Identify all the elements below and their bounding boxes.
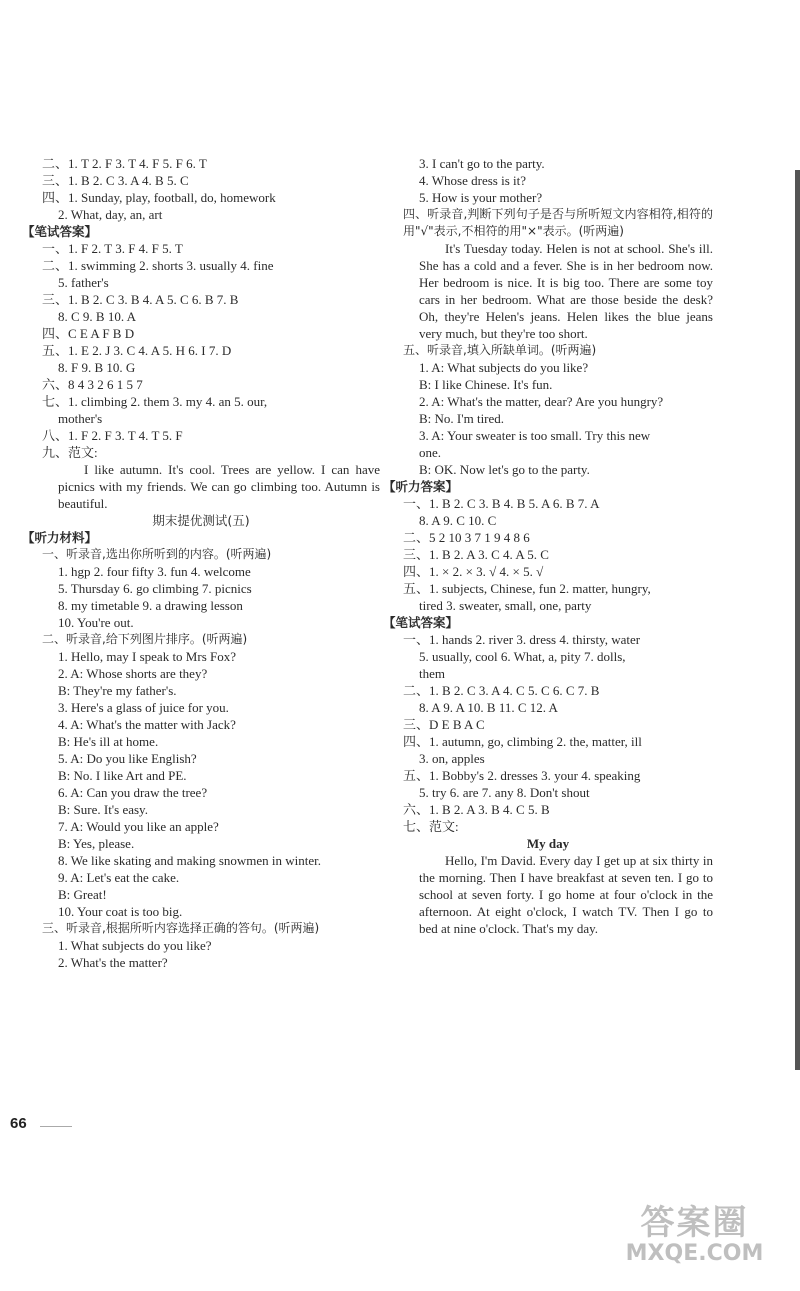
page-number-rule bbox=[40, 1126, 72, 1127]
left-line: B: They're my father's. bbox=[58, 683, 177, 698]
left-line: 10. You're out. bbox=[58, 615, 134, 630]
right-line: 四、1. × 2. × 3. √ 4. × 5. √ bbox=[403, 564, 544, 579]
left-line: 2. A: Whose shorts are they? bbox=[58, 666, 208, 681]
left-line: 三、听录音,根据所听内容选择正确的答句。(听两遍) bbox=[42, 921, 320, 935]
left-line: 二、1. T 2. F 3. T 4. F 5. F 6. T bbox=[42, 156, 207, 171]
right-line: 3. A: Your sweater is too small. Try this new bbox=[419, 428, 651, 443]
left-line: 一、1. F 2. T 3. F 4. F 5. T bbox=[42, 241, 183, 256]
right-line: 5. try 6. are 7. any 8. Don't shout bbox=[419, 785, 590, 800]
left-line: 三、1. B 2. C 3. B 4. A 5. C 6. B 7. B bbox=[42, 292, 239, 307]
left-line: 2. What, day, an, art bbox=[58, 207, 163, 222]
right-line: B: No. I'm tired. bbox=[419, 411, 505, 426]
left-line: mother's bbox=[58, 411, 103, 426]
left-line: 四、1. Sunday, play, football, do, homework bbox=[42, 190, 276, 205]
right-line: one. bbox=[419, 445, 442, 460]
left-line: 三、1. B 2. C 3. A 4. B 5. C bbox=[42, 173, 189, 188]
left-line: 六、8 4 3 2 6 1 5 7 bbox=[42, 377, 143, 392]
left-line: 【笔试答案】 bbox=[22, 224, 98, 239]
right-line: 2. A: What's the matter, dear? Are you hungry? bbox=[419, 394, 664, 409]
right-line: 3. on, apples bbox=[419, 751, 485, 766]
left-line: 10. Your coat is too big. bbox=[58, 904, 183, 919]
left-column bbox=[22, 155, 380, 971]
right-line: 三、D E B A C bbox=[403, 717, 485, 732]
right-line: 二、5 2 10 3 7 1 9 4 8 6 bbox=[403, 530, 530, 545]
left-line: 8. F 9. B 10. G bbox=[58, 360, 136, 375]
right-line: 5. How is your mother? bbox=[419, 190, 543, 205]
right-line: 【笔试答案】 bbox=[383, 615, 459, 630]
left-line: I like autumn. It's cool. Trees are yellow. I can have picnics with my friends. We can go climbing too. Autumn is beautiful. bbox=[58, 462, 380, 511]
right-line: B: OK. Now let's go to the party. bbox=[419, 462, 590, 477]
right-line: 四、1. autumn, go, climbing 2. the, matter, ill bbox=[403, 734, 642, 749]
left-line: B: Yes, please. bbox=[58, 836, 135, 851]
right-line: 8. A 9. A 10. B 11. C 12. A bbox=[419, 700, 558, 715]
page-number: 66 bbox=[10, 1115, 27, 1132]
left-line: B: He's ill at home. bbox=[58, 734, 159, 749]
left-line: B: Great! bbox=[58, 887, 107, 902]
left-line: 8. my timetable 9. a drawing lesson bbox=[58, 598, 243, 613]
right-line: them bbox=[419, 666, 445, 681]
watermark-url: MXQE.COM bbox=[625, 1241, 764, 1266]
right-line: 1. A: What subjects do you like? bbox=[419, 360, 589, 375]
left-line: 一、听录音,选出你所听到的内容。(听两遍) bbox=[42, 547, 272, 561]
left-line: 1. Hello, may I speak to Mrs Fox? bbox=[58, 649, 237, 664]
left-line: 【听力材料】 bbox=[22, 530, 98, 545]
left-line: 期末提优测试(五) bbox=[152, 513, 250, 528]
left-line: 6. A: Can you draw the tree? bbox=[58, 785, 208, 800]
left-line: 5. A: Do you like English? bbox=[58, 751, 197, 766]
watermark bbox=[607, 1205, 782, 1267]
left-line: 四、C E A F B D bbox=[42, 326, 135, 341]
right-line: 二、1. B 2. C 3. A 4. C 5. C 6. C 7. B bbox=[403, 683, 600, 698]
left-line: 9. A: Let's eat the cake. bbox=[58, 870, 180, 885]
right-line: tired 3. sweater, small, one, party bbox=[419, 598, 592, 613]
right-column bbox=[383, 155, 713, 937]
right-line: My day bbox=[526, 836, 570, 851]
left-line: 九、范文: bbox=[42, 445, 98, 460]
left-line: 1. hgp 2. four fifty 3. fun 4. welcome bbox=[58, 564, 251, 579]
right-line: 五、听录音,填入所缺单词。(听两遍) bbox=[403, 343, 597, 357]
right-line: 3. I can't go to the party. bbox=[419, 156, 545, 171]
right-line: 七、范文: bbox=[403, 819, 459, 834]
right-line: 5. usually, cool 6. What, a, pity 7. dolls, bbox=[419, 649, 626, 664]
left-line: 4. A: What's the matter with Jack? bbox=[58, 717, 236, 732]
left-line: 5. father's bbox=[58, 275, 109, 290]
left-line: 七、1. climbing 2. them 3. my 4. an 5. our, bbox=[42, 394, 268, 409]
left-line: 8. C 9. B 10. A bbox=[58, 309, 137, 324]
right-line: It's Tuesday today. Helen is not at school. She's ill. She has a cold and a fever. She is in her bedroom now. Her bedroom is nice. It is big too. There are some toy cars in her bedroom. What are those beside the desk? Oh, they're Helen's jeans. Helen likes the blue jeans very much, but they're too short. bbox=[419, 241, 713, 341]
left-line: 八、1. F 2. F 3. T 4. T 5. F bbox=[42, 428, 183, 443]
right-line: 4. Whose dress is it? bbox=[419, 173, 526, 188]
right-line: 四、听录音,判断下列句子是否与所听短文内容相符,相符的用"√"表示,不相符的用"×"表示。(听两遍) bbox=[403, 207, 713, 238]
right-line: 三、1. B 2. A 3. C 4. A 5. C bbox=[403, 547, 549, 562]
right-line: B: I like Chinese. It's fun. bbox=[419, 377, 553, 392]
right-line: 【听力答案】 bbox=[383, 479, 459, 494]
right-line: 五、1. Bobby's 2. dresses 3. your 4. speaking bbox=[403, 768, 641, 783]
left-line: 1. What subjects do you like? bbox=[58, 938, 212, 953]
right-line: 8. A 9. C 10. C bbox=[419, 513, 497, 528]
left-line: 二、1. swimming 2. shorts 3. usually 4. fine bbox=[42, 258, 274, 273]
page-edge-shadow bbox=[795, 170, 800, 1070]
right-line: 五、1. subjects, Chinese, fun 2. matter, hungry, bbox=[403, 581, 651, 596]
left-line: 8. We like skating and making snowmen in winter. bbox=[58, 853, 322, 868]
left-line: 二、听录音,给下列图片排序。(听两遍) bbox=[42, 632, 248, 646]
left-line: 7. A: Would you like an apple? bbox=[58, 819, 219, 834]
left-line: 5. Thursday 6. go climbing 7. picnics bbox=[58, 581, 252, 596]
left-line: 3. Here's a glass of juice for you. bbox=[58, 700, 229, 715]
right-line: 一、1. hands 2. river 3. dress 4. thirsty, water bbox=[403, 632, 641, 647]
right-line: 一、1. B 2. C 3. B 4. B 5. A 6. B 7. A bbox=[403, 496, 600, 511]
left-line: B: No. I like Art and PE. bbox=[58, 768, 187, 783]
right-line: 六、1. B 2. A 3. B 4. C 5. B bbox=[403, 802, 550, 817]
watermark-title: 答案圈 bbox=[640, 1203, 749, 1243]
left-line: 五、1. E 2. J 3. C 4. A 5. H 6. I 7. D bbox=[42, 343, 232, 358]
right-line: Hello, I'm David. Every day I get up at six thirty in the morning. Then I have breakfast at seven ten. I go to school at seven forty. I go home at four o'clock in the afternoon. At eight o'clock, I watch TV. Then I go to bed at nine o'clock. That's my day. bbox=[419, 853, 713, 936]
left-line: B: Sure. It's easy. bbox=[58, 802, 148, 817]
left-line: 2. What's the matter? bbox=[58, 955, 168, 970]
